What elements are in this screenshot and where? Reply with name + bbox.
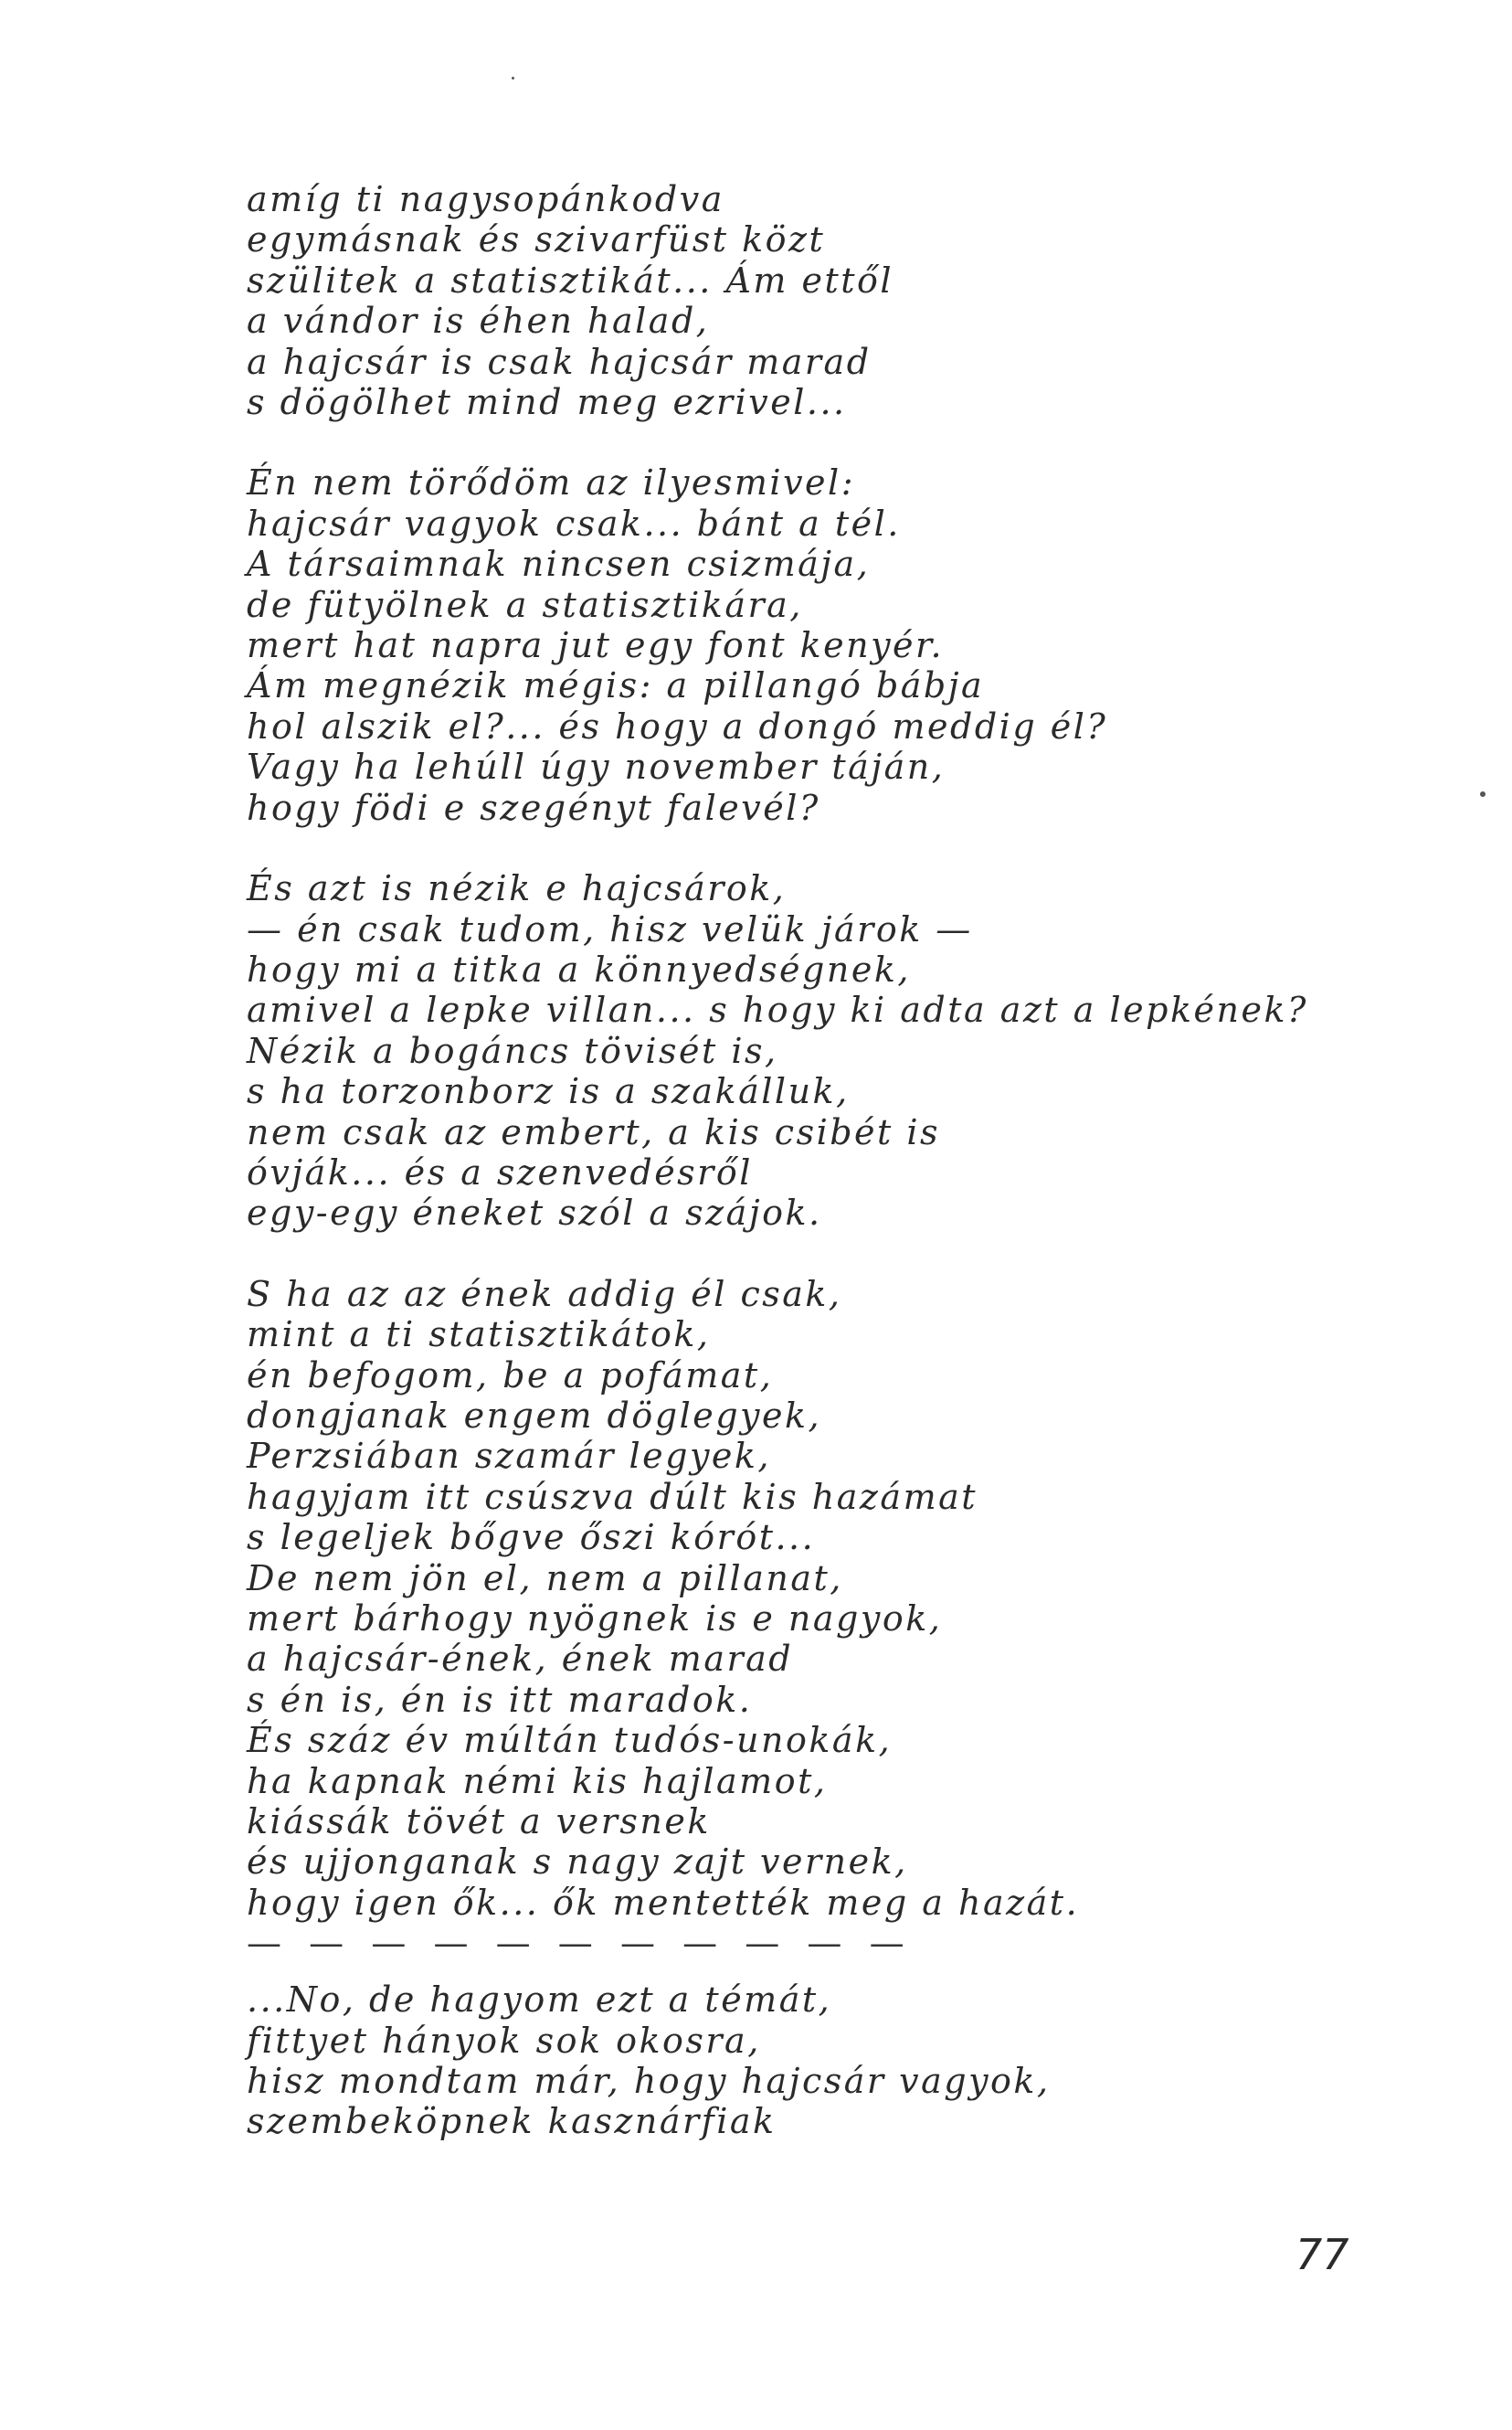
poem-line: hajcsár vagyok csak... bánt a tél.: [247, 503, 901, 544]
poem-line: óvják... és a szenvedésről: [247, 1151, 753, 1193]
poem-line: S ha az az ének addig él csak,: [247, 1273, 842, 1314]
poem-line: a hajcsár-ének, ének marad: [247, 1639, 794, 1680]
poem-line: dongjanak engem döglegyek,: [247, 1395, 822, 1436]
section-separator: — — — — — — — — — — —: [247, 1923, 906, 1964]
poem-line: Nézik a bogáncs tövisét is,: [247, 1030, 778, 1071]
stanza-4: [247, 1274, 1471, 1924]
stanza-break: [247, 1234, 1471, 1274]
poem-line: Perzsiában szamár legyek,: [247, 1436, 772, 1477]
poem-line: hogy mi a titka a könnyedségnek,: [247, 949, 911, 990]
poem-line: hogy igen ők... ők mentették meg a hazát.: [247, 1882, 1080, 1923]
poem-line: mint a ti statisztikátok,: [247, 1314, 711, 1355]
poem-line: szülitek a statisztikát... Ám ettől: [247, 260, 894, 301]
poem-line: szembeköpnek kasznárfiak: [247, 2101, 777, 2142]
stanza-break: [247, 828, 1471, 868]
poem-line: hol alszik el?... és hogy a dongó meddig él?: [247, 706, 1108, 747]
poem-line: A társaimnak nincsen csizmája,: [247, 544, 871, 585]
poem-line: én befogom, be a pofámat,: [247, 1354, 774, 1395]
stanza-break: [247, 422, 1471, 462]
poem-line: És száz év múltán tudós-unokák,: [247, 1720, 893, 1761]
poem-line: a hajcsár is csak hajcsár marad: [247, 341, 872, 382]
poem-text: [247, 179, 1471, 2142]
stanza-2: [247, 462, 1471, 828]
poem-line: kiássák tövét a versnek: [247, 1801, 711, 1842]
poem-line: amivel a lepke villan... s hogy ki adta azt a lepkének?: [247, 990, 1308, 1031]
poem-line: hogy födi e szegényt falevél?: [247, 787, 820, 828]
poem-line: ...No, de hagyom ezt a témát,: [247, 1979, 832, 2021]
poem-line: nem csak az embert, a kis csibét is: [247, 1111, 941, 1152]
stanza-1: [247, 179, 1471, 422]
poem-line: mert hat napra jut egy font kenyér.: [247, 625, 945, 666]
poem-line: s dögölhet mind meg ezrivel...: [247, 382, 847, 423]
poem-line: — én csak tudom, hisz velük járok —: [247, 908, 973, 950]
poem-line: s ha torzonborz is a szakálluk,: [247, 1071, 850, 1112]
poem-line: ha kapnak némi kis hajlamot,: [247, 1760, 828, 1801]
poem-line: de fütyölnek a statisztikára,: [247, 584, 803, 625]
stanza-3: [247, 868, 1471, 1234]
page-number: 77: [1295, 2230, 1349, 2279]
poem-line: s legeljek bőgve őszi kórót...: [247, 1517, 816, 1558]
poem-line: egymásnak és szivarfüst közt: [247, 219, 826, 260]
poem-line: És azt is nézik e hajcsárok,: [247, 868, 787, 909]
poem-line: Én nem törődöm az ilyesmivel:: [247, 462, 855, 504]
closing-stanza: [247, 1979, 1471, 2142]
poem-line: fittyet hányok sok okosra,: [247, 2020, 761, 2061]
poem-line: a vándor is éhen halad,: [247, 301, 710, 342]
poem-line: Vagy ha lehúll úgy november táján,: [247, 747, 946, 788]
poem-line: hisz mondtam már, hogy hajcsár vagyok,: [247, 2061, 1051, 2102]
poem-line: s én is, én is itt maradok.: [247, 1679, 753, 1720]
separator-spacing: [247, 1963, 1471, 1979]
poem-line: egy-egy éneket szól a szájok.: [247, 1193, 822, 1234]
print-speck: [512, 77, 514, 80]
poem-line: De nem jön el, nem a pillanat,: [247, 1557, 843, 1598]
poem-line: mert bárhogy nyögnek is e nagyok,: [247, 1598, 943, 1639]
poem-line: amíg ti nagysopánkodva: [247, 179, 724, 219]
poem-line: és ujjonganak s nagy zajt vernek,: [247, 1841, 908, 1883]
print-speck: [1480, 791, 1486, 797]
poem-line: Ám megnézik mégis: a pillangó bábja: [247, 665, 985, 706]
poem-line: hagyjam itt csúszva dúlt kis hazámat: [247, 1476, 978, 1517]
